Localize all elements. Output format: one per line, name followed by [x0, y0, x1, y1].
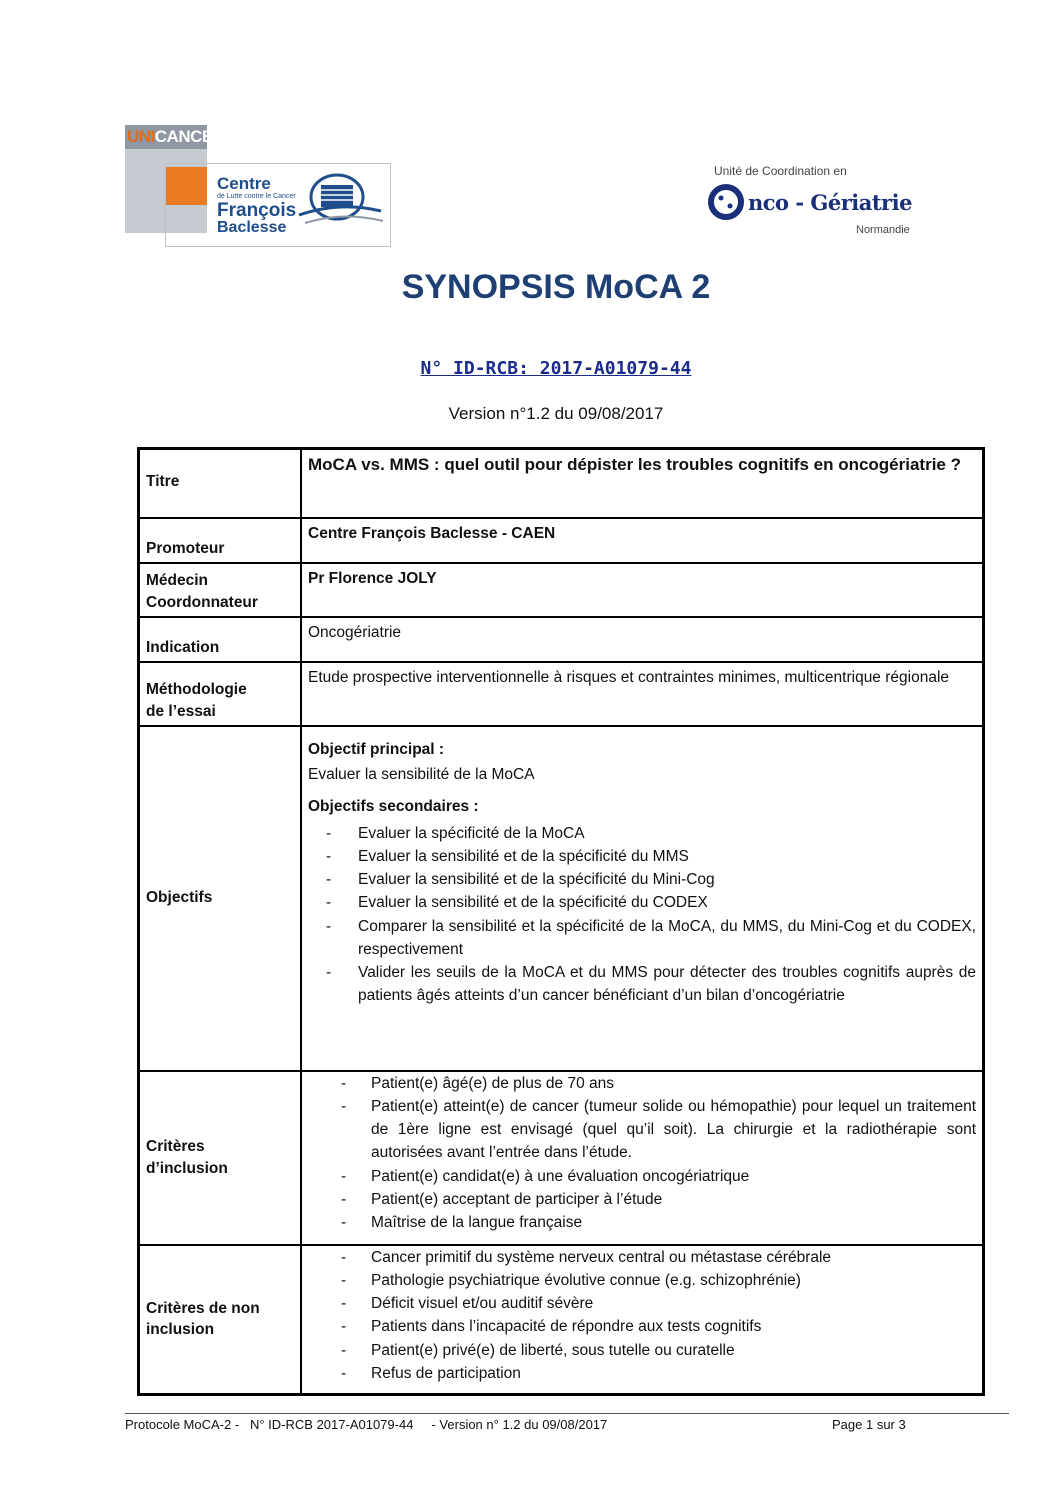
- label-inclusion: Critères d’inclusion: [139, 1071, 302, 1245]
- list-item: - Cancer primitif du système nerveux central ou métastase cérébrale: [308, 1246, 976, 1269]
- unicancer-band: [125, 125, 225, 149]
- ucog-o-icon: [706, 182, 746, 222]
- value-indication: Oncogériatrie: [301, 617, 984, 662]
- value-promoteur: Centre François Baclesse - CAEN: [301, 518, 984, 563]
- unicancer-wordmark: UNICANCER: [127, 127, 225, 146]
- baclesse-wordmark: Centre de Lutte contre le Cancer François Baclesse: [217, 174, 297, 236]
- list-item: - Evaluer la spécificité de la MoCA: [308, 822, 976, 845]
- row-medecin: [139, 563, 984, 617]
- list-item: - Evaluer la sensibilité et de la spécificité du CODEX: [308, 891, 976, 914]
- list-item: - Pathologie psychiatrique évolutive connue (e.g. schizophrénie): [308, 1269, 976, 1292]
- footer-divider: [125, 1413, 1009, 1414]
- row-inclusion: [139, 1071, 984, 1245]
- inclusion-list: [308, 1072, 976, 1235]
- list-item: - Refus de participation: [308, 1362, 976, 1385]
- value-titre: MoCA vs. MMS : quel outil pour dépister les troubles cognitifs en oncogériatrie ?: [301, 449, 984, 518]
- ucog-region: Normandie: [856, 224, 910, 236]
- ucog-wordmark: nco - Gériatrie: [748, 190, 912, 215]
- objectifs-secondaires-list: [308, 822, 976, 1008]
- label-methodologie: Méthodologie de l’essai: [139, 662, 302, 726]
- synopsis-table: [137, 447, 985, 1396]
- list-item: - Patient(e) atteint(e) de cancer (tumeur solide ou hémopathie) pour lequel un traitement de 1ère ligne est envisagé (quel qu’il soit). La chirurgie et la radiothérapie sont autorisées avant l’entrée dans l’étude.: [308, 1095, 976, 1165]
- row-indication: [139, 617, 984, 662]
- list-item: - Evaluer la sensibilité et de la spécificité du MMS: [308, 845, 976, 868]
- list-item: - Déficit visuel et/ou auditif sévère: [308, 1292, 976, 1315]
- list-item: - Valider les seuils de la MoCA et du MMS pour détecter des troubles cognitifs auprès de patients âgés atteints d’un cancer bénéficiant d’un bilan d’oncogériatrie: [308, 961, 976, 1008]
- list-item: - Patient(e) privé(e) de liberté, sous tutelle ou curatelle: [308, 1339, 976, 1362]
- list-item: - Patients dans l’incapacité de répondre aux tests cognitifs: [308, 1315, 976, 1338]
- ucog-top-text: Unité de Coordination en: [714, 164, 847, 178]
- label-promoteur: Promoteur: [139, 518, 302, 563]
- objectifs-secondaires-heading: Objectifs secondaires :: [308, 797, 479, 815]
- row-non-inclusion: [139, 1245, 984, 1395]
- row-titre: [139, 449, 984, 518]
- non-inclusion-list: [308, 1246, 976, 1386]
- value-methodologie: Etude prospective interventionnelle à risques et contraintes minimes, multicentrique régionale: [301, 662, 984, 726]
- oncogeriatrie-logo: [706, 160, 931, 240]
- list-item: - Comparer la sensibilité et la spécificité de la MoCA, du MMS, du Mini-Cog et du CODEX, respectivement: [308, 915, 976, 962]
- label-objectifs: Objectifs: [139, 726, 302, 1071]
- list-item: - Evaluer la sensibilité et de la spécificité du Mini-Cog: [308, 868, 976, 891]
- baclesse-building-icon: [295, 171, 385, 235]
- label-non-inclusion: Critères de non inclusion: [139, 1245, 302, 1395]
- list-item: - Patient(e) candidat(e) à une évaluation oncogériatrique: [308, 1165, 976, 1188]
- objectif-principal-text: Evaluer la sensibilité de la MoCA: [308, 766, 535, 784]
- footer-page-number: Page 1 sur 3: [832, 1417, 906, 1432]
- value-inclusion: [301, 1071, 984, 1245]
- row-methodologie: [139, 662, 984, 726]
- label-indication: Indication: [139, 617, 302, 662]
- label-medecin: Médecin Coordonnateur: [139, 563, 302, 617]
- value-medecin: Pr Florence JOLY: [301, 563, 984, 617]
- list-item: - Maîtrise de la langue française: [308, 1211, 976, 1234]
- list-item: - Patient(e) acceptant de participer à l’étude: [308, 1188, 976, 1211]
- value-non-inclusion: [301, 1245, 984, 1395]
- document-title: SYNOPSIS MoCA 2: [401, 268, 711, 306]
- footer-protocol: Protocole MoCA-2 - N° ID-RCB 2017-A01079-44 - Version n° 1.2 du 09/08/2017: [125, 1417, 608, 1432]
- row-objectifs: [139, 726, 984, 1071]
- row-promoteur: [139, 518, 984, 563]
- unicancer-baclesse-logo: [125, 125, 390, 247]
- id-rcb-reference: N° ID-RCB: 2017-A01079-44: [420, 358, 692, 379]
- list-item: - Patient(e) âgé(e) de plus de 70 ans: [308, 1072, 976, 1095]
- objectif-principal-heading: Objectif principal :: [308, 740, 445, 758]
- value-objectifs: [301, 726, 984, 1071]
- version-line: Version n°1.2 du 09/08/2017: [448, 404, 664, 423]
- label-titre: Titre: [139, 449, 302, 518]
